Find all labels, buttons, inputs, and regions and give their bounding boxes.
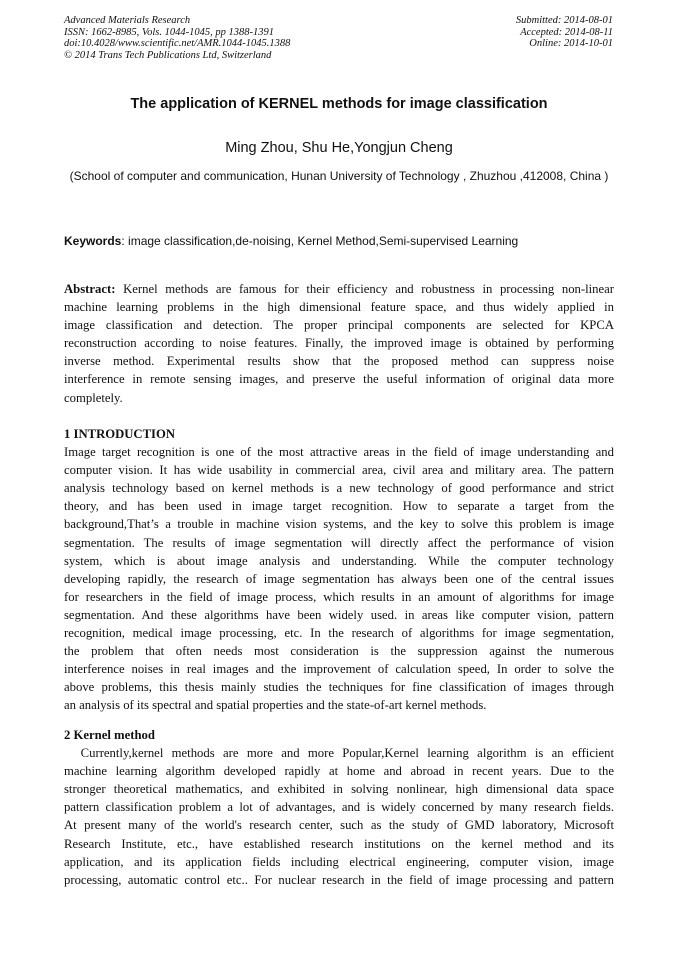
paragraph-line: machine learning algorithm developed rapidly at home and abroad in recent years. Due to the (64, 764, 614, 779)
abstract-line: Abstract: Kernel methods are famous for their efficiency and robustness in processing non-linear (64, 282, 614, 296)
submission-dates (516, 15, 613, 50)
paragraph-line: segmentation. And these algorithms have been widely used. in areas like computer vision, pattern (64, 607, 614, 622)
paragraph-line: stronger theoretical mathematics, and exhibited in solving nonlinear, high dimensional data space (64, 782, 614, 797)
paragraph-line: analysis technology based on kernel methods is a new technology of good performance and strict (64, 481, 614, 496)
doi-line: doi:10.4028/www.scientific.net/AMR.1044-1045.1388 (64, 38, 291, 50)
issn-line: ISSN: 1662-8985, Vols. 1044-1045, pp 1388-1391 (64, 26, 274, 38)
paragraph-line: At present many of the world's research center, such as the study of GMD laboratory, Microsoft (64, 818, 614, 833)
abstract-line: image classification and detection. The proper principal components are selected for KPCA (64, 318, 614, 333)
paragraph-line: background,That’s a trouble in machine vision systems, and the key to solve this problem is image (64, 517, 614, 532)
abstract-line: interference in remote sensing images, and preserve the useful information of original data more (64, 372, 614, 387)
copyright-line: © 2014 Trans Tech Publications Ltd, Switzerland (64, 49, 272, 61)
paragraph-line: processing, automatic control etc.. For nuclear research in the field of image processing and pattern (64, 872, 614, 887)
journal-name: Advanced Materials Research (64, 15, 191, 26)
accepted-date: Accepted: 2014-08-11 (520, 26, 613, 38)
section-heading: 1 INTRODUCTION (64, 427, 176, 441)
author-affiliation: (School of computer and communication, Hunan University of Technology , Zhuzhou ,412008, China ) (69, 169, 609, 183)
journal-info (64, 15, 290, 61)
abstract-line: inverse method. Experimental results show that the proposed method can suppress noise (64, 354, 614, 369)
paragraph-line: interference noises in real images and the improvement of calculation speed, In order to solve the (64, 662, 614, 677)
abstract-line: completely. (64, 390, 123, 405)
paragraph-line: application, and its application fields including electrical engineering, computer vision, image (64, 854, 614, 869)
keywords-line (64, 234, 624, 248)
paragraph-line: developing rapidly, the research of image segmentation has always been one of the central issues (64, 571, 614, 586)
abstract-label: Abstract: (64, 282, 116, 296)
submitted-date: Submitted: 2014-08-01 (515, 15, 613, 26)
paragraph-line: Currently,kernel methods are more and more Popular,Kernel learning algorithm is an efficient (64, 746, 614, 761)
paper-title: The application of KERNEL methods for image classification (130, 96, 548, 112)
paragraph-line: above problems, this thesis mainly studies the techniques for fine classification of images through (64, 680, 614, 695)
paragraph-line: segmentation. The results of image segmentation will directly affect the performance of vision (64, 535, 614, 550)
paragraph-line: recognition, medical image processing, etc. In the research of algorithms for image segmentation, (64, 626, 614, 641)
section-kernel-method (64, 726, 614, 889)
paper-authors: Ming Zhou, Shu He,Yongjun Cheng (225, 140, 453, 156)
keywords-text: : image classification,de-noising, Kernel Method,Semi-supervised Learning (121, 234, 519, 248)
paragraph-line: the problem that often needs most consideration is the suppression against the numerous (64, 644, 614, 659)
paragraph-line: Research Institute, etc., have established research institutions on the kernel method and its (64, 836, 614, 851)
keywords-label: Keywords (64, 234, 122, 248)
paragraph-line: computer vision. It has wide usability in commercial area, civil area and military area. The pattern (64, 463, 614, 478)
online-date: Online: 2014-10-01 (529, 38, 613, 50)
abstract (64, 280, 614, 407)
paragraph-line: for researchers in the field of image process, which results in an amount of algorithms for image (64, 589, 614, 604)
paragraph-line: Image target recognition is one of the most attractive areas in the field of image understanding and (64, 445, 614, 460)
paragraph-line: an analysis of its spectral and spatial properties and the state-of-art kernel methods. (64, 698, 487, 713)
abstract-line: machine learning problems in the high dimensional feature space, and thus widely applied in (64, 300, 614, 315)
section-introduction (64, 425, 614, 715)
section-heading: 2 Kernel method (64, 728, 155, 742)
paragraph-line: theory, and has been used in image target recognition. How to separate a target from the (64, 499, 614, 514)
paragraph-line: system, which is about image analysis and understanding. While the computer technology (64, 553, 614, 568)
abstract-line: reconstruction according to noise features. Finally, the improved image is obtained by performing (64, 336, 614, 351)
paragraph-line: pattern classification problem a lot of advantages, and is widely concerned by many research fields. (64, 800, 614, 815)
